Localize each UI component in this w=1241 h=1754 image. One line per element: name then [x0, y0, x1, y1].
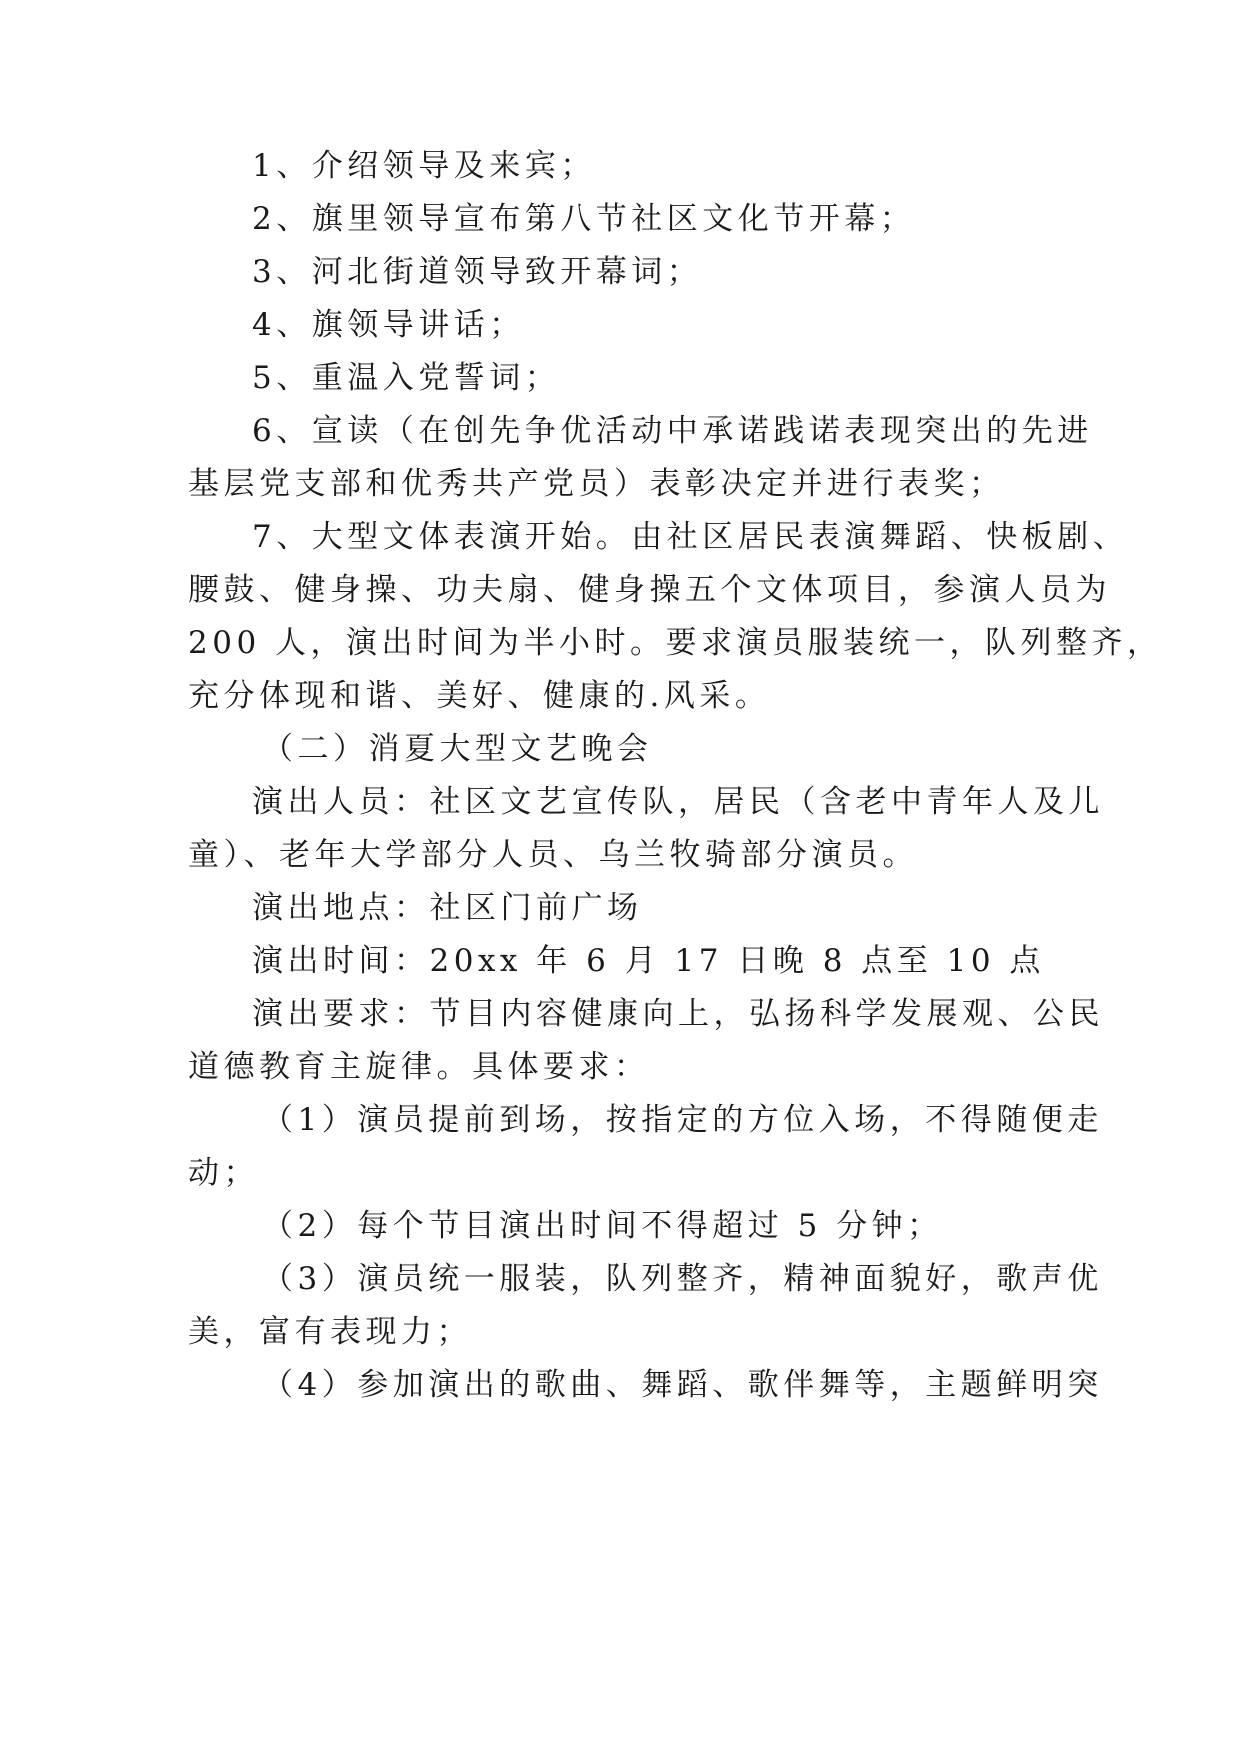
item-7-performance-cont-1: 腰鼓、健身操、功夫扇、健身操五个文体项目，参演人员为 — [188, 572, 1111, 608]
item-1-intro-guests: 1、介绍领导及来宾； — [252, 148, 596, 184]
item-3-opening-speech: 3、河北街道领导致开幕词； — [252, 254, 703, 290]
item-5-party-oath: 5、重温入党誓词； — [252, 360, 561, 396]
venue-line: 演出地点：社区门前广场 — [252, 890, 643, 926]
item-7-performance: 7、大型文体表演开始。由社区居民表演舞蹈、快板剧、 — [252, 519, 1129, 555]
item-7-performance-cont-2: 200 人，演出时间为半小时。要求演员服装统一，队列整齐， — [188, 625, 1163, 661]
performers-line: 演出人员：社区文艺宣传队，居民（含老中青年人及儿 — [252, 784, 1104, 820]
item-6-commendation: 6、宣读（在创先争优活动中承诺践诺表现突出的先进 — [252, 413, 1093, 449]
requirement-1: （1）演员提前到场，按指定的方位入场，不得随便走 — [262, 1102, 1103, 1138]
requirement-1-cont: 动； — [188, 1155, 259, 1191]
requirements-line-cont: 道德教育主旋律。具体要求： — [188, 1049, 650, 1085]
item-2-opening-announce: 2、旗里领导宣布第八节社区文化节开幕； — [252, 201, 916, 237]
item-6-commendation-cont: 基层党支部和优秀共产党员）表彰决定并进行表奖； — [188, 466, 1005, 502]
performers-line-cont: 童）、老年大学部分人员、乌兰牧骑部分演员。 — [188, 837, 918, 873]
requirement-3-cont: 美，富有表现力； — [188, 1314, 472, 1350]
requirement-2: （2）每个节目演出时间不得超过 5 分钟； — [262, 1208, 943, 1244]
requirements-line: 演出要求：节目内容健康向上，弘扬科学发展观、公民 — [252, 996, 1104, 1032]
time-line: 演出时间：20xx 年 6 月 17 日晚 8 点至 10 点 — [252, 943, 1045, 979]
item-4-leader-speech: 4、旗领导讲话； — [252, 307, 525, 343]
item-7-performance-cont-3: 充分体现和谐、美好、健康的.风采。 — [188, 678, 771, 714]
requirement-4: （4）参加演出的歌曲、舞蹈、歌伴舞等，主题鲜明突 — [262, 1367, 1103, 1403]
requirement-3: （3）演员统一服装，队列整齐，精神面貌好，歌声优 — [262, 1261, 1103, 1297]
section-heading-evening-gala: （二）消夏大型文艺晚会 — [262, 731, 653, 767]
